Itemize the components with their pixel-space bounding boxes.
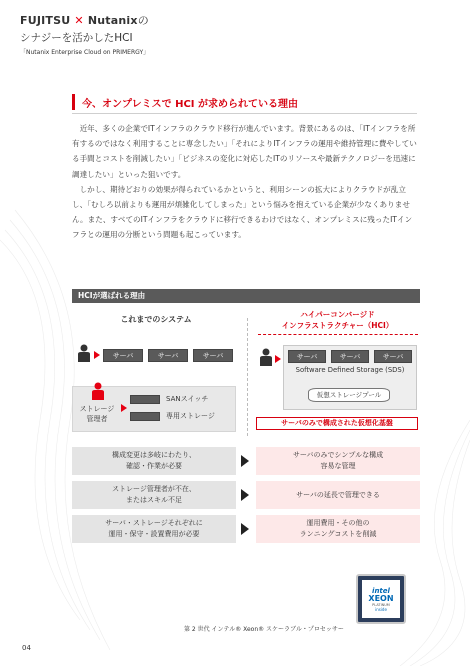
comparison-right-2-line1: サーバの延長で管理できる (296, 490, 380, 499)
comparison-right-1 (256, 447, 420, 475)
hci-badge: サーバのみで構成された仮想化基盤 (256, 417, 418, 430)
hci-server-box-3: サーバ (374, 350, 412, 363)
brand-tagline: 「Nutanix Enterprise Cloud on PRIMERGY」 (20, 49, 150, 56)
virtual-storage-pool: 仮想ストレージプール (308, 388, 390, 402)
comparison-left-2-line2: またはスキル不足 (126, 496, 182, 504)
page-number: 04 (22, 644, 31, 652)
comparison-right-3-line1: 運用費用・その他の (306, 519, 370, 527)
comparison-right-1-line2: 容易な管理 (320, 462, 356, 470)
right-title-line1: ハイパーコンバージド (300, 310, 375, 319)
arrow-right-icon (121, 404, 127, 412)
storage-admin-label (75, 404, 119, 424)
brand-subtitle: シナジーを活かしたHCI (20, 32, 133, 44)
comparison-right-2 (256, 481, 420, 509)
storage-device-icon (130, 412, 160, 421)
san-switch-icon (130, 395, 160, 404)
comparison-left-3 (72, 515, 236, 543)
brand-fujitsu: FUJITSU (20, 14, 71, 27)
intel-xeon-badge-icon (356, 574, 406, 624)
brand-nutanix: Nutanix (87, 14, 138, 27)
comparison-left-1-line1: 構成変更は多岐にわたり、 (112, 451, 196, 459)
storage-admin-line1: ストレージ (79, 405, 115, 413)
intel-platinum: PLATINUM (372, 602, 390, 607)
storage-admin-line2: 管理者 (86, 415, 108, 423)
arrow-right-icon (94, 351, 100, 359)
hci-server-box-2: サーバ (331, 350, 369, 363)
section-title (72, 93, 298, 111)
comparison-left-2 (72, 481, 236, 509)
server-box-1: サーバ (103, 349, 143, 362)
intel-badge-inner (362, 580, 400, 618)
san-switch-label: SANスイッチ (166, 395, 209, 403)
section-title-text: 今、オンプレミスで HCI が求められている理由 (82, 98, 298, 110)
intel-xeon: XEON (368, 593, 394, 603)
server-box-2: サーバ (148, 349, 188, 362)
sds-label: Software Defined Storage (SDS) (295, 366, 405, 374)
comparison-left-2-line1: ストレージ管理者が不在、 (112, 485, 196, 493)
right-column-title (255, 309, 420, 331)
dedicated-storage-label: 専用ストレージ (166, 412, 215, 420)
intel-logo: intel (372, 586, 390, 595)
hci-server-box-1: サーバ (288, 350, 326, 363)
diagram-header: HCIが選ばれる理由 (72, 289, 420, 303)
intel-inside: inside (375, 606, 387, 612)
server-box-3: サーバ (193, 349, 233, 362)
comparison-left-3-line1: サーバ・ストレージそれぞれに (105, 519, 203, 527)
user-icon (78, 344, 90, 362)
comparison-left-1 (72, 447, 236, 475)
brand-title (20, 12, 149, 28)
column-divider (247, 318, 248, 436)
brand-x: ✕ (74, 14, 84, 27)
paragraph-1: 近年、多くの企業でITインフラのクラウド移行が進んでいます。背景にあるのは、「ITインフラを所有するのではなく利用することに専念したい」「それによりITインフラの運用や維持管理に費やしている手間とコストを削減したい」「ビジネスの変化に対応したITのリソースや最新テクノロジーを迅速に調達したい」といった狙いです。 (72, 124, 417, 179)
comparison-arrow-2-icon (241, 489, 249, 501)
right-title-rule (258, 334, 418, 335)
brand-header (20, 12, 149, 56)
comparison-right-3 (256, 515, 420, 543)
section-title-bar (72, 94, 75, 110)
comparison-left-3-line2: 運用・保守・設置費用が必要 (108, 530, 200, 538)
brand-suffix: の (137, 14, 149, 27)
body-text (72, 121, 419, 243)
processor-caption: 第 2 世代 インテル® Xeon® スケーラブル・プロセッサー (184, 626, 344, 633)
paragraph-2: しかし、期待どおりの効果が得られているかというと、利用シーンの拡大によりクラウドが乱立し、「むしろ以前よりも運用が煩雑化してしまった」という悩みを抱えている企業が少なくありません。また、すべてのITインフラをクラウドに移行できるわけではなく、オンプレミスに残ったITインフラとの運用の分断という問題も起こっています。 (72, 184, 413, 240)
section-title-rule (72, 113, 417, 114)
comparison-arrow-3-icon (241, 523, 249, 535)
comparison-left-1-line2: 確認・作業が必要 (126, 462, 182, 470)
storage-admin-icon (92, 382, 104, 400)
right-title-line2: インフラストラクチャー（HCI） (281, 321, 394, 330)
arrow-right-icon (275, 355, 281, 363)
left-column-title: これまでのシステム (120, 315, 192, 324)
comparison-right-1-line1: サーバのみでシンプルな構成 (292, 451, 384, 459)
comparison-right-3-line2: ランニングコストを削減 (299, 530, 377, 538)
hci-user-icon (260, 348, 272, 366)
comparison-arrow-1-icon (241, 455, 249, 467)
